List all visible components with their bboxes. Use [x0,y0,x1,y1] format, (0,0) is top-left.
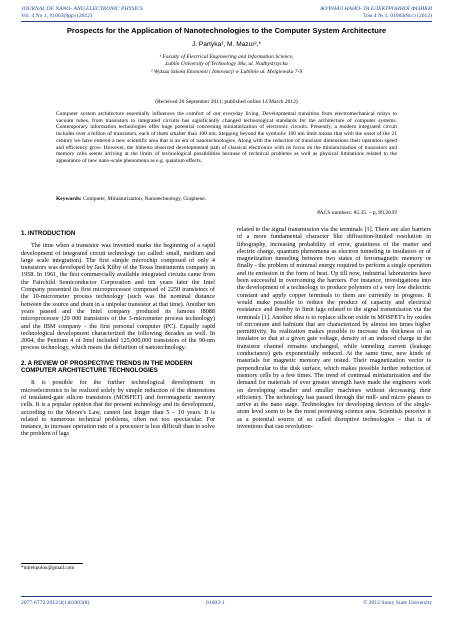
volume-ua: Том 4 № 1, 01003(8cc) (2012) [363,13,432,19]
introduction-text: The time when a transistor was invented marks the beginning of a rapid development of integrated circuit technology (so called: small, medium and large scale integration). The first simple microchip composed of only 4 transistors was developed by Jack Kilby of the Texas Instruments company in 1958. In 1961, the first commercially available integrated circuits came from the Fairchild Semiconductor Corporation and ten years later the Intel Company presented its first microprocessor composed of 2250 transistors of the 10-micrometer process technology (such was the nominal distance between the source and drain in a unipolar transistor at that time). Another ten years passed and the Intel company produced its famous i8088 microprocessor (29 000 transistors of the 3-micrometer process technology) and the IBM company - the first personal computer (PC). Equally rapid technological development characterized the following decades as well. In 2004, the Pentium 4 of Intel included 125,000,000 transistors of the 90-nm process technology, which meets the definition of nanotechnology. [21,242,215,352]
keywords-text: Computer, Miniaturization, Nanotechnology, Graphene. [83,196,207,202]
journal-name-en: JOURNAL OF NANO- AND ELECTRONIC PHYSICS [21,6,143,12]
received-dates: (Received 26 September 2011; published online 14 March 2012) [155,99,298,105]
review-text: It is possible for the further technological development in microelectronics to be realized solely by simple reduction of the dimensions of insulated-gate silicon transistors (MOSFET) and ferromagnetic memory cells. It is a popular opinion that the present technology and its development, according to the Moore's Law, cannot last longer than 5 – 10 years. It is related to numerous technical problems, often not too spectacular. For instance, to increase operation rate of a processor is less difficult than to solve the problem of lags [21,379,215,438]
volume-en: Vol. 4 No 1, 01003(8pp) (2012) [21,13,92,19]
journal-header-en [21,6,143,20]
footer-copyright: © 2012 Sumy State University [363,600,432,606]
abstract: Computer system architecture essentially influences the comfort of our everyday living. Developmental transition from electromechanical relays to vacuum tubes, from transistors to integrated circuits has significantly changed technological standards for the architecture of computer systems. Contemporary information technologies offer huge potential concerning miniaturization of electronic circuits. Presently, a modern integrated circuit includes over a billion of transistors, each of them smaller than 100 nm. Stepping beyond the symbolic 100 nm limit means that with the onset of the 21 century we have entered a new scientific area that is an era of nanotechnologies. Along with the reduction of transistor dimensions their operation speed and efficiency grow. However, the hitherto observed developmental path of classical electronics with its focus on the miniaturization of transistors and memory cells seems arriving at the limits of technological possibilities because of technical problems as well as physical limitations related to the appearance of new nano-scale phenomena as e.g. quantum effects. [56,111,397,164]
keywords [56,196,397,203]
right-column-text: related to the signal transmission via the terminals [1]. There are also barriers of a more fundamental character like diffraction-limited resolution in lithography, increasing probability of error, graininess of the matter and electric charge, quantum phenomena as electron tunneling in insulators or of magnetization tunneling between two states of ferromagnetic memory or finally - the problem of minimal energy required to perform a single operation and its emission in the form of heat. Up till now, industrial laboratories have been successful in overcoming the barriers. For instance, investigations into the development of a technology to produce polymers of a very low dielectric constant and apply copper terminals to them are currently in progress. It would make possible to reduce the product of capacity and electrical resistance and thereby to limit lags related to the signal transmission via the terminals [1]. Another idea is to replace silicon oxide in MOSFET's by oxides of zirconium and hafnium that are characterized by almost ten times higher permittivity. Its realization makes possible to increase the thickness of an insulator so that at a given gate voltage, density of an induced charge in the transistor channel remains unchanged, while tunneling current (leakage conductance) gets exponentially reduced. At the same time, new kinds of materials for magnetic memory are tested. Their magnetization vector is perpendicular to the disk surface, which makes possible further reduction of memory cells by a few times. The trend of continual miniaturization and the demand for materials of ever greater strength have made the engineers work on developing smaller and smaller machines without decreasing their efficiency. The technology has passed through the mill- and micro phases to arrive at the nano stage. Technologies for developing devices of the single-atom level seem to be the most promising science area. Scientists perceive it as a potential source of so called disruptive technologies – that is of inventions that can revolution- [237,226,431,431]
section-heading-introduction: 1. INTRODUCTION [21,230,76,237]
journal-name-ua: ЖУРНАЛ НАНО- ТА ЕЛЕКТРОННОЇ ФІЗИКИ [319,6,432,12]
affiliation-1a: ¹ Faculty of Electrical Engineering and Information Science, [159,54,294,60]
footnote-email: *mirekpolon@gmail.com [21,565,75,571]
footer-page-number: 01003-1 [206,600,225,606]
journal-header-ua [320,6,432,20]
affiliation-2: ² Wyższa Szkoła Ekonomii i Innowacji w Lublinie ul. Melgiewska 7-9 [150,69,303,75]
footnote-divider [21,563,83,564]
keywords-label: Keywords: [56,196,82,202]
footer-issn: 2077-6772/2012/4(1)01003(8) [21,600,90,606]
paper-title: Prospects for the Application of Nanotechnologies to the Computer System Architecture [66,26,387,35]
footer-divider [21,596,432,597]
affiliation-1b: Lublin University of Technology 38a, ul. Nadbystrzycka [165,61,288,67]
paper-authors: J. Partyka¹, M. Mazur²,* [191,41,262,48]
pacs-numbers: PACS numbers: 85.35. – p, 89.20.Ff [317,210,397,216]
right-column [237,226,431,430]
left-column [21,226,215,438]
header-divider [21,21,432,22]
section-heading-review: 2. A REVIEW OF PROSPECTIVE TRENDS IN THE MODERN COMPUTER ARCHITECTURE TECHNOLOGIES [21,359,193,375]
